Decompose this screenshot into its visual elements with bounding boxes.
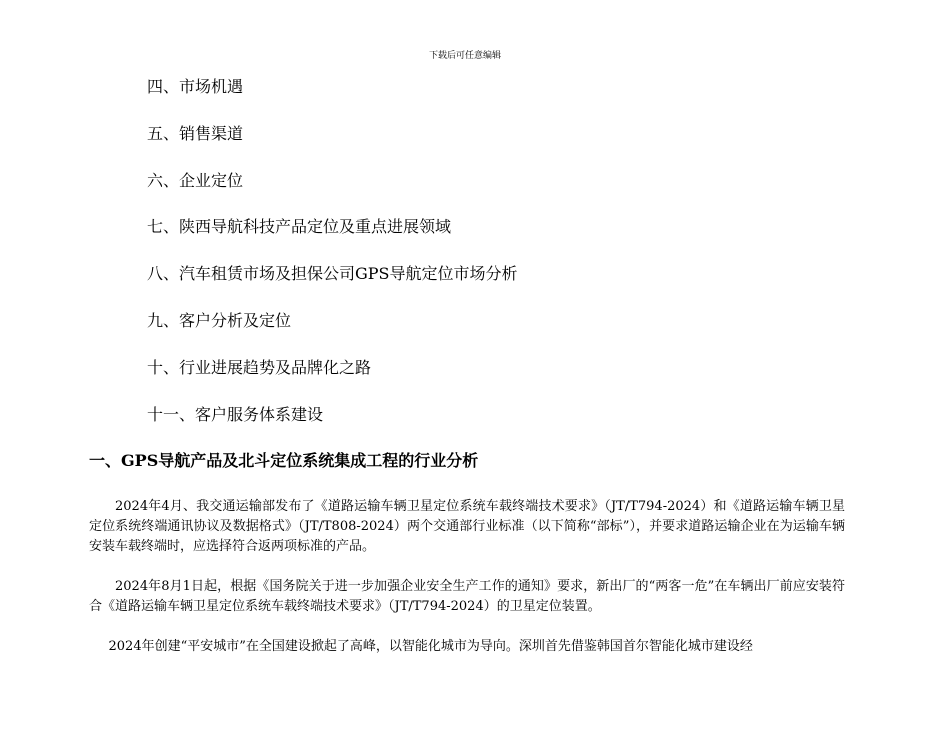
toc-item-6: 六、企业定位 xyxy=(147,170,244,190)
paragraph-1: 2024年4月、我交通运输部发布了《道路运输车辆卫星定位系统车载终端技术要求》（JT/T794-2024）和《道路运输车辆卫星定位系统终端通讯协议及数据格式》（JT/T808-2024）两个交通部行业标准（以下简称“部标”），并要求道路运输企业在为运输车辆安装车载终端时，应选择符合返两项标准的产品。 xyxy=(89,499,845,554)
body-text xyxy=(89,497,845,677)
table-of-contents xyxy=(147,74,518,448)
toc-item-8: 八、汽车租赁市场及担保公司GPS导航定位市场分析 xyxy=(147,264,518,284)
section-heading: 一、GPS导航产品及北斗定位系统集成工程的行业分析 xyxy=(89,451,479,470)
paragraph-2: 2024年8月1日起，根据《国务院关于进一步加强企业安全生产工作的通知》要求，新出厂的“两客一危”在车辆出厂前应安装符合《道路运输车辆卫星定位系统车载终端技术要求》（JT/T794-2024）的卫星定位装置。 xyxy=(89,579,845,614)
toc-item-10: 十、行业进展趋势及品牌化之路 xyxy=(147,357,372,377)
toc-item-4: 四、市场机遇 xyxy=(147,77,244,96)
paragraph-3: 2024年创建“平安城市”在全国建设掀起了高峰，以智能化城市为导向。深圳首先借鉴韩国首尔智能化城市建设经 xyxy=(108,639,753,654)
toc-item-7: 七、陕西导航科技产品定位及重点进展领域 xyxy=(147,217,452,237)
header-note: 下载后可任意编辑 xyxy=(428,51,501,61)
toc-item-9: 九、客户分析及定位 xyxy=(147,310,292,330)
toc-item-11: 十一、客户服务体系建设 xyxy=(147,404,324,424)
toc-item-5: 五、销售渠道 xyxy=(147,123,244,143)
